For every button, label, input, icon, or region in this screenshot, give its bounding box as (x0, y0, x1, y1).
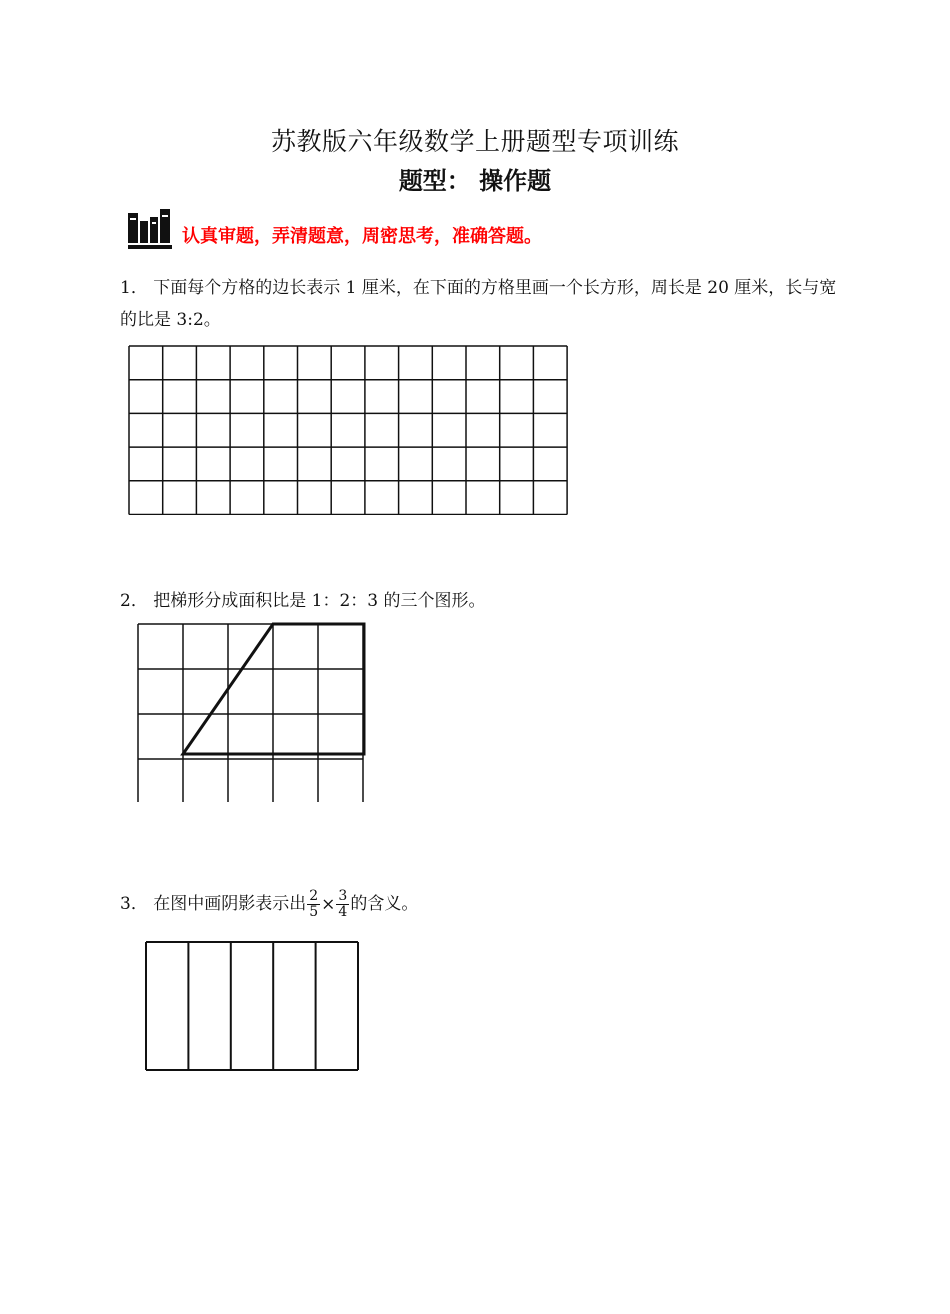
question-text: 把梯形分成面积比是 1：2：3 的三个图形。 (153, 591, 486, 611)
page-title: 苏教版六年级数学上册题型专项训练 (270, 127, 679, 156)
tip-text: 认真审题，弄清题意，周密思考，准确答题。 (182, 226, 542, 247)
question-1 (120, 272, 840, 336)
question-3 (120, 888, 840, 921)
fraction-b-denominator: 4 (338, 904, 348, 920)
question-text-after: 的含义。 (350, 894, 419, 914)
fraction-a-denominator: 5 (309, 904, 319, 920)
fraction-b (336, 889, 349, 920)
trapezoid-grid[interactable] (136, 620, 368, 802)
fraction-a (307, 889, 320, 920)
question-2 (120, 585, 840, 617)
question-text: 下面每个方格的边长表示 1 厘米，在下面的方格里画一个长方形，周长是 20 厘米，长与宽的比是 3:2。 (120, 278, 837, 330)
rectangle-five-columns[interactable] (144, 940, 362, 1072)
question-number: 3． (120, 894, 148, 914)
square-grid-4x5 (138, 624, 363, 802)
question-number: 1． (120, 278, 148, 298)
question-text-before: 在图中画阴影表示出 (153, 894, 307, 914)
page-subtitle: 题型： 操作题 (398, 167, 552, 195)
books-icon (128, 209, 174, 253)
multiply-sign: × (321, 894, 336, 915)
fraction-a-numerator: 2 (309, 888, 319, 904)
fraction-b-numerator: 3 (338, 888, 348, 904)
question-number: 2． (120, 591, 148, 611)
square-grid-5x13[interactable] (128, 345, 568, 515)
